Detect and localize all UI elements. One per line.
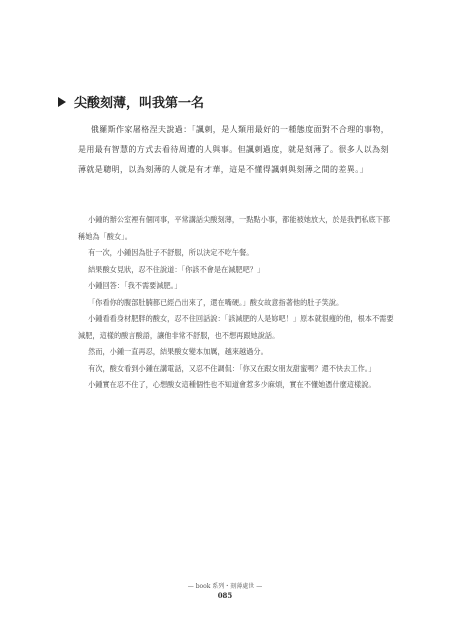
paragraph: 小鍾看看身材肥胖的酸女，忍不住回話說：「該減肥的人是妳吧！」原本就很瘦的他，根本不需要減肥，這樣的酸言酸語，讓他非常不舒服，也不想再跟她說話。 [78,314,394,340]
footer-series: — book 系列・刻薄處世 — [187,583,263,590]
section-heading-text: 尖酸刻薄，叫我第一名 [74,96,205,111]
intro-quote-text: 俄羅斯作家屠格涅夫說過：「諷刺，是人類用最好的一種態度面對不合理的事物，是用最有智慧的方式去看待周遭的人與事。但諷刺過度，就是刻薄了。很多人以為刻薄就是聰明，以為刻薄的人就是有才華，這是不懂得諷刺與刻薄之間的差異。」 [78,125,390,174]
paragraph: 有一次，小鍾因為肚子不舒服，所以決定不吃午餐。 [88,248,254,257]
section-heading [58,92,204,111]
body-text [78,212,396,394]
page-number: 085 [217,591,233,600]
triangle-bullet-icon [58,97,66,107]
paragraph: 有次，酸女看到小鍾在講電話，又忍不住調侃：「你又在跟女朋友甜蜜嗎？還不快去工作。」 [88,363,376,373]
paragraph: 結果酸女見狀，忍不住說道：「你該不會是在減肥吧？」 [88,264,265,274]
paragraph: 小鍾的辦公室裡有個同事，平常講話尖酸刻薄，一點點小事，都能被她放大，於是我們私底下都稱她為「酸女」。 [78,215,390,241]
paragraph: 然而，小鍾一直再忍，結果酸女變本加厲，越來越過分。 [88,347,268,356]
intro-quote [78,120,396,180]
paragraph: 「你看你的腹部肚腩都已經凸出來了，還在嘴硬。」酸女故意指著他的肚子笑說。 [88,297,344,307]
paragraph: 小鍾實在忍不住了，心想酸女這種個性也不知道會惹多少麻煩，實在不懂她憑什麼這樣說。 [88,380,376,389]
paragraph: 小鍾回答：「我不需要減肥。」 [88,281,182,290]
